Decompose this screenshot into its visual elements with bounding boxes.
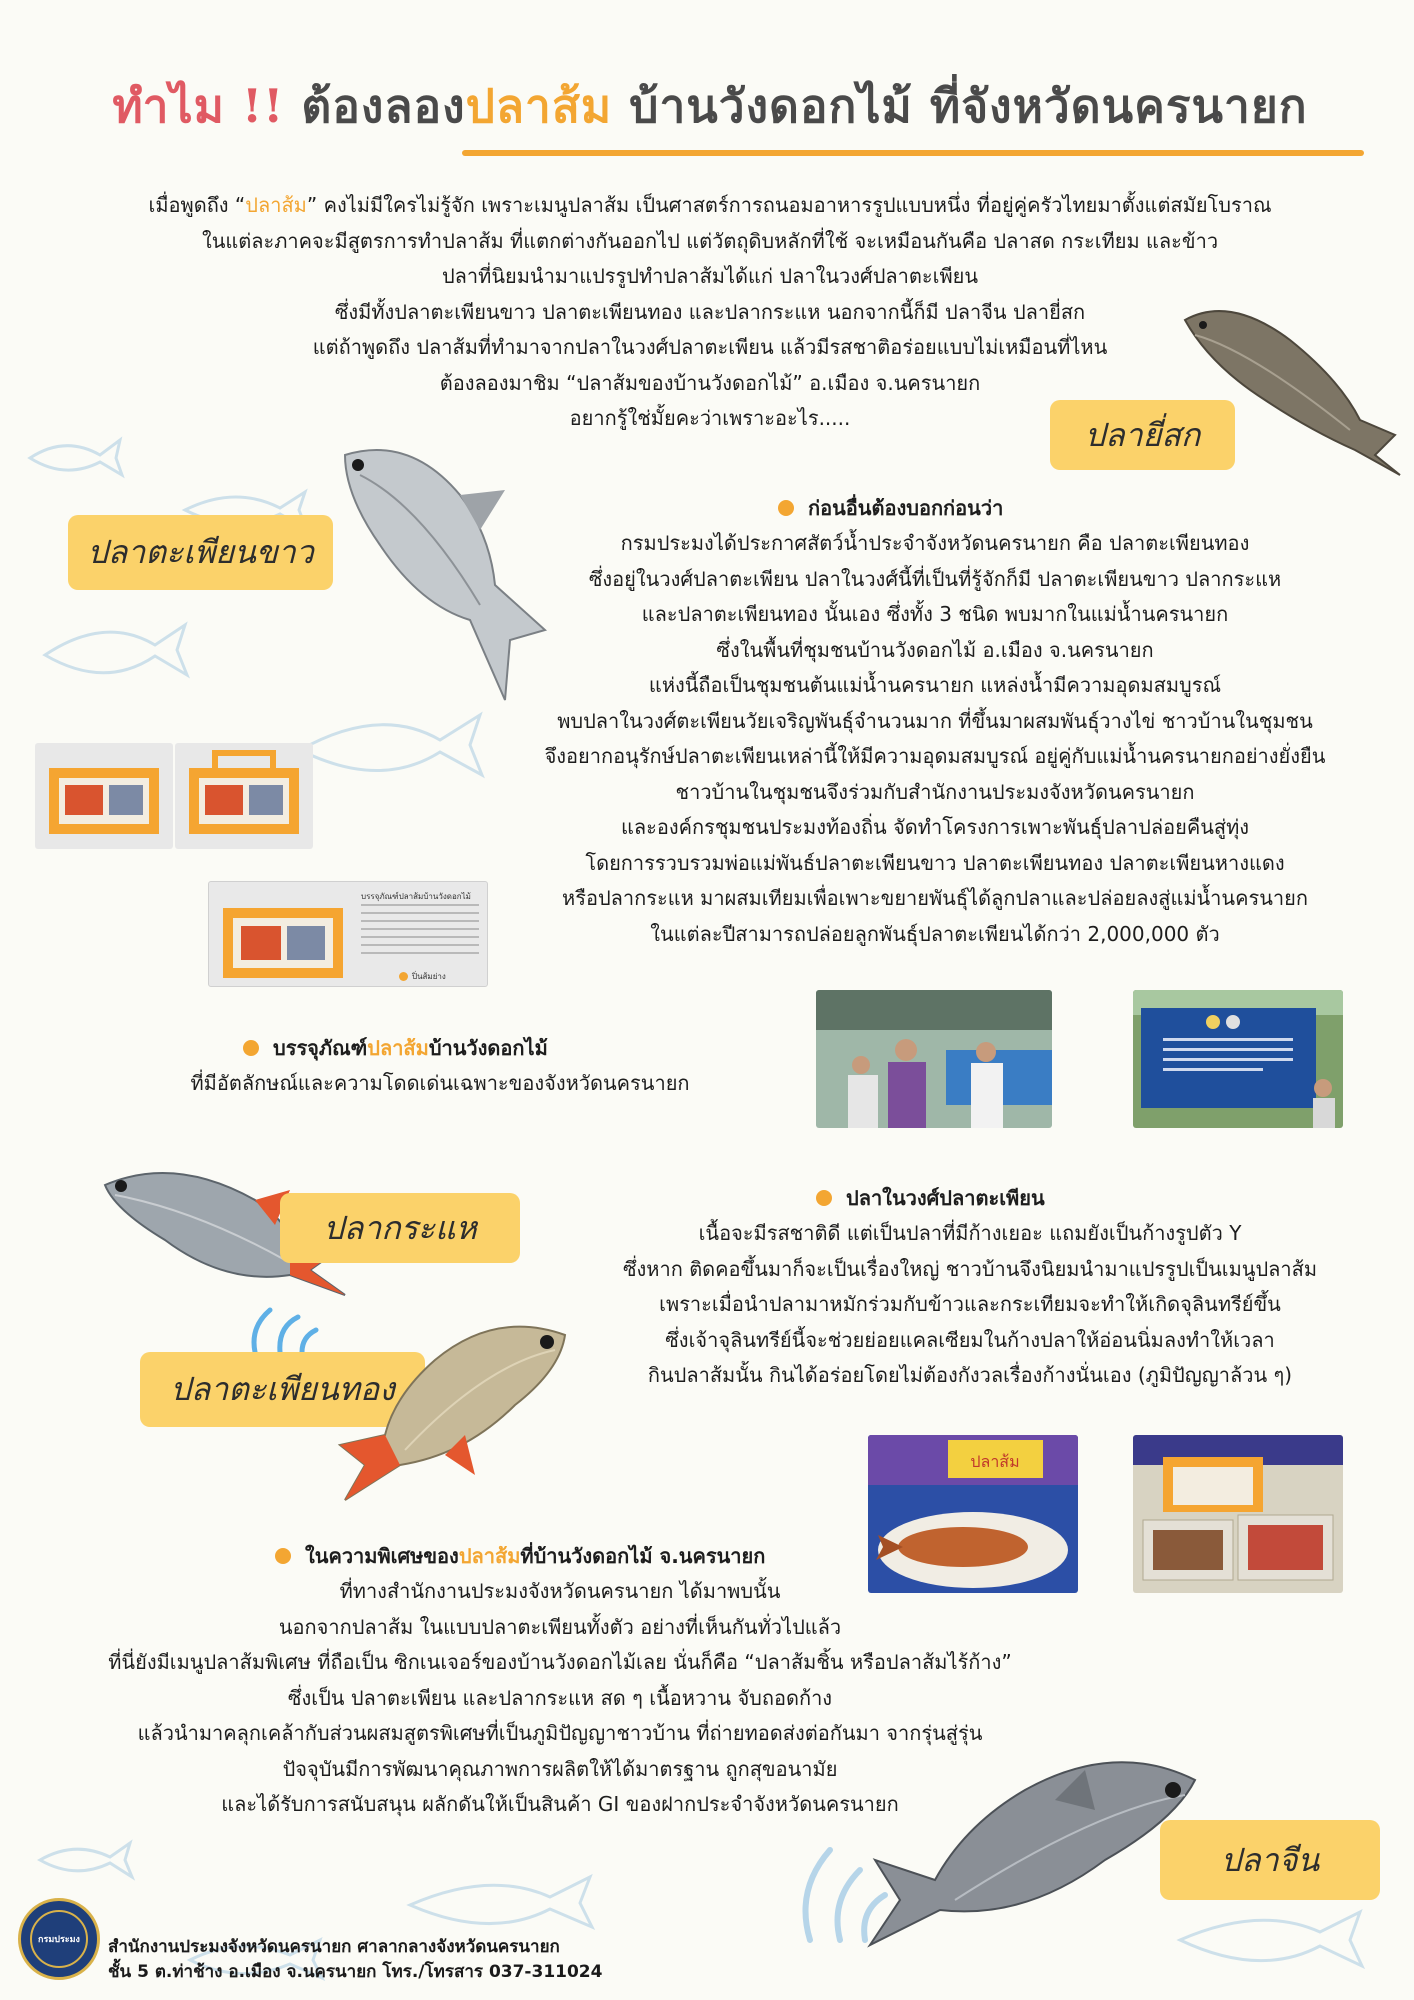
- gold-barb-fish-image: [325, 1305, 575, 1505]
- section3-line: ที่ทางสำนักงานประมงจังหวัดนครนายก ได้มาพบนั้น: [339, 1579, 781, 1603]
- community-meeting-photo: [816, 990, 1052, 1128]
- label-yisok: ปลายี่สก: [1050, 400, 1235, 470]
- section2-heading: ปลาในวงศ์ปลาตะเพียน: [816, 1180, 1045, 1216]
- footer-address: [108, 1935, 602, 1985]
- bullet-dot-icon: [816, 1190, 832, 1206]
- intro-line: อยากรู้ใช่มั้ยคะว่าเพราะอะไร.....: [569, 406, 851, 430]
- packaging-photo: [35, 743, 173, 849]
- section1-line: หรือปลากระแห มาผสมเทียมเพื่อเพาะขยายพันธุ์ได้ลูกปลาและปล่อยลงสู่แม่น้ำนครนายก: [562, 886, 1308, 910]
- section2-line: เนื้อจะมีรสชาติดี แต่เป็นปลาที่มีก้างเยอะ แถมยังเป็นก้างรูปตัว Y: [698, 1221, 1242, 1245]
- packaging-subline: ที่มีอัตลักษณ์และความโดดเด่นเฉพาะของจังหวัดนครนายก: [190, 1071, 690, 1095]
- section1-line: ในแต่ละปีสามารถปล่อยลูกพันธุ์ปลาตะเพียนได้กว่า 2,000,000 ตัว: [650, 921, 1220, 946]
- section1-line: ซึ่งในพื้นที่ชุมชนบ้านวังดอกไม้ อ.เมือง จ.นครนายก: [716, 637, 1154, 662]
- packaging-info-card: [208, 881, 488, 987]
- intro-line: เมื่อพูดถึง “ปลาส้ม” คงไม่มีใครไม่รู้จัก เพราะเมนูปลาส้ม เป็นศาสตร์การถนอมอาหารรูปแบบหนึ่ง ที่อยู่คู่ครัวไทยมาตั้งแต่สมัยโบราณ: [148, 193, 1272, 217]
- section1-body: [470, 526, 1400, 952]
- section1-line: ชาวบ้านในชุมชนจึงร่วมกับสำนักงานประมงจังหวัดนครนายก: [675, 779, 1195, 804]
- bullet-dot-icon: [275, 1548, 291, 1564]
- fish-doodle-icon: [290, 700, 490, 790]
- bullet-dot-icon: [243, 1040, 259, 1056]
- card-text-lines: [361, 904, 479, 954]
- fish-doodle-icon: [30, 1835, 140, 1885]
- section3-line: นอกจากปลาส้ม ในแบบปลาตะเพียนทั้งตัว อย่างที่เห็นกันทั่วไปแล้ว: [278, 1614, 842, 1639]
- label-chinese-carp: ปลาจีน: [1160, 1820, 1380, 1900]
- svg-text:ปลาส้ม: ปลาส้ม: [970, 1452, 1020, 1471]
- card-badge: ปิ่นส้มย่าง: [399, 970, 446, 983]
- section3-line: ที่นี่ยังมีเมนูปลาส้มพิเศษ ที่ถือเป็น ซิกเนเจอร์ของบ้านวังดอกไม้เลย นั่นก็คือ “ปลาส้มชิ้น หรือปลาส้มไร้ก้าง”: [108, 1650, 1012, 1674]
- card-caption: บรรจุภัณฑ์ปลาส้มบ้านวังดอกไม้: [361, 892, 471, 901]
- label-gold-barb: ปลาตะเพียนทอง: [140, 1352, 425, 1427]
- logo-text: กรมประมง: [38, 1935, 80, 1945]
- section2-line: ซึ่งหาก ติดคอขึ้นมาก็จะเป็นเรื่องใหญ่ ชาวบ้านจึงนิยมนำมาแปรรูปเป็นเมนูปลาส้ม: [622, 1256, 1318, 1281]
- section1-line: และองค์กรชุมชนประมงท้องถิ่น จัดทำโครงการเพาะพันธุ์ปลาปล่อยคืนสู่ทุ่ง: [620, 815, 1250, 839]
- section2-line: ซึ่งเจ้าจุลินทรีย์นี้จะช่วยย่อยแคลเซียมในก้างปลาให้อ่อนนิ่มลงทำให้เวลา: [665, 1327, 1275, 1352]
- intro-line: ปลาที่นิยมนำมาแปรรูปทำปลาส้มได้แก่ ปลาในวงศ์ปลาตะเพียน: [441, 264, 979, 288]
- packaged-product-photo: [1133, 1435, 1343, 1593]
- section1-line: จึงอยากอนุรักษ์ปลาตะเพียนเหล่านี้ให้มีความอุดมสมบูรณ์ อยู่คู่กับแม่น้ำนครนายกอย่างยั่งยืน: [544, 744, 1326, 768]
- packaging-photo: [175, 743, 313, 849]
- section2-line: กินปลาส้มนั้น กินได้อร่อยโดยไม่ต้องกังวลเรื่องก้างนั่นเอง (ภูมิปัญญาล้วน ๆ): [647, 1363, 1293, 1387]
- label-kraeh: ปลากระแห: [280, 1193, 520, 1263]
- chinese-carp-fish-image: [855, 1740, 1205, 1950]
- fish-doodle-icon: [20, 430, 130, 485]
- section1-line: ซึ่งอยู่ในวงศ์ปลาตะเพียน ปลาในวงศ์นี้ที่เป็นที่รู้จักก็มี ปลาตะเพียนขาว ปลากระแห: [588, 566, 1282, 591]
- section3-line: ปัจจุบันมีการพัฒนาคุณภาพการผลิตให้ได้มาตรฐาน ถูกสุขอนามัย: [282, 1756, 838, 1781]
- section3-line: และได้รับการสนับสนุน ผลักดันให้เป็นสินค้า GI ของฝากประจำจังหวัดนครนายก: [221, 1792, 899, 1816]
- packaging-heading: บรรจุภัณฑ์ปลาส้มบ้านวังดอกไม้: [243, 1030, 548, 1066]
- intro-line: ต้องลองมาชิม “ปลาส้มของบ้านวังดอกไม้” อ.เมือง จ.นครนายก: [439, 370, 981, 395]
- section2-body: [560, 1216, 1380, 1394]
- intro-line: แต่ถ้าพูดถึง ปลาส้มที่ทำมาจากปลาในวงศ์ปลาตะเพียน แล้วมีรสชาติอร่อยแบบไม่เหมือนที่ไหน: [312, 335, 1108, 359]
- section1-line: พบปลาในวงศ์ตะเพียนวัยเจริญพันธุ์จำนวนมาก ที่ขึ้นมาผสมพันธุ์วางไข่ ชาวบ้านในชุมชน: [557, 708, 1313, 733]
- yisok-fish-image: [1170, 280, 1410, 480]
- intro-line: ในแต่ละภาคจะมีสูตรการทำปลาส้ม ที่แตกต่างกันออกไป แต่วัตถุดิบหลักที่ใช้ จะเหมือนกันคือ ปลาสด กระเทียม และข้าว: [201, 228, 1219, 253]
- fisheries-logo: [18, 1898, 100, 1980]
- project-signboard-photo: [1133, 990, 1343, 1128]
- fried-fish-stall-photo: [868, 1435, 1078, 1593]
- section2-line: เพราะเมื่อนำปลามาหมักร่วมกับข้าวและกระเทียมจะทำให้เกิดจุลินทรีย์ขึ้น: [659, 1292, 1281, 1316]
- footer-line: ชั้น 5 ต.ท่าช้าง อ.เมือง จ.นครนายก โทร./โทรสาร 037-311024: [108, 1962, 603, 1982]
- page-title: ทำไม !! ต้องลองปลาส้ม บ้านวังดอกไม้ ที่จังหวัดนครนายก: [112, 79, 1308, 133]
- section1-heading: ก่อนอื่นต้องบอกก่อนว่า: [778, 490, 1003, 526]
- label-white-barb: ปลาตะเพียนขาว: [68, 515, 333, 590]
- intro-line: ซึ่งมีทั้งปลาตะเพียนขาว ปลาตะเพียนทอง และปลากระแห นอกจากนี้ก็มี ปลาจีน ปลายี่สก: [334, 299, 1086, 324]
- section3-heading: ในความพิเศษของปลาส้มที่บ้านวังดอกไม้ จ.นครนายก: [275, 1538, 765, 1574]
- title-underline: [462, 150, 1364, 156]
- bullet-dot-icon: [778, 500, 794, 516]
- section1-line: โดยการรวบรวมพ่อแม่พันธ์ปลาตะเพียนขาว ปลาตะเพียนทอง ปลาตะเพียนหางแดง: [585, 850, 1285, 875]
- section1-line: กรมประมงได้ประกาศสัตว์น้ำประจำจังหวัดนครนายก คือ ปลาตะเพียนทอง: [620, 531, 1250, 555]
- section3-line: ซึ่งเป็น ปลาตะเพียน และปลากระแห สด ๆ เนื้อหวาน จับถอดก้าง: [287, 1685, 833, 1710]
- section1-line: และปลาตะเพียนทอง นั้นเอง ซึ่งทั้ง 3 ชนิด พบมากในแม่น้ำนครนายก: [641, 602, 1229, 626]
- footer-line: สำนักงานประมงจังหวัดนครนายก ศาลากลางจังหวัดนครนายก: [108, 1937, 560, 1957]
- water-splash-icon: [240, 1302, 320, 1357]
- fish-doodle-icon: [35, 610, 195, 690]
- section3-line: แล้วนำมาคลุกเคล้ากับส่วนผสมสูตรพิเศษที่เป็นภูมิปัญญาชาวบ้าน ที่ถ่ายทอดส่งต่อกันมา จากรุ่นสู่รุ่น: [137, 1721, 983, 1745]
- fish-doodle-icon: [400, 1865, 600, 1940]
- section1-line: แห่งนี้ถือเป็นชุมชนต้นแม่น้ำนครนายก แหล่งน้ำมีความอุดมสมบูรณ์: [648, 673, 1222, 697]
